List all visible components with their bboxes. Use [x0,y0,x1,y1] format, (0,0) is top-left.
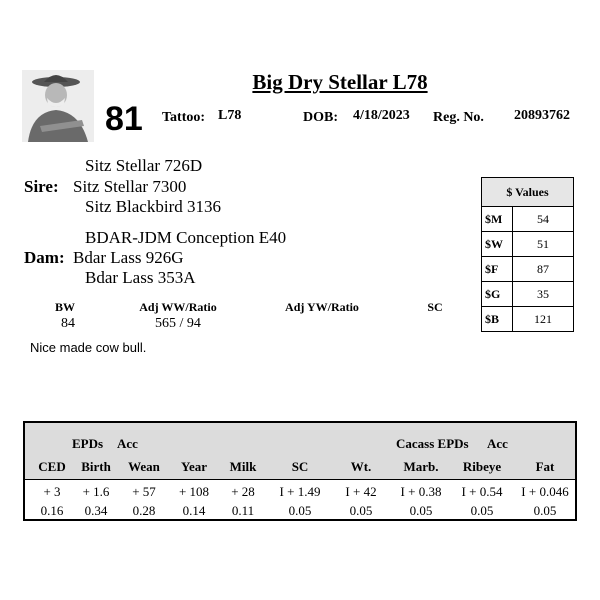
dob-label: DOB: [303,110,338,125]
epd-accuracy: 0.16 [40,503,64,518]
dollar-value-label: $F [482,257,513,282]
sc-header: SC [427,300,443,314]
dollar-values-row [482,232,574,257]
dam-dam-name: Bdar Lass 353A [85,268,196,287]
dollar-value-label: $W [482,232,513,257]
bw-header: BW [54,300,75,314]
dollar-value-label: $M [482,207,513,232]
reg-value: 20893762 [514,108,570,123]
dam-label: Dam: [24,248,65,267]
dollar-value-label: $B [482,307,513,332]
epd-column-header: Ribeye [462,459,502,474]
tattoo-label: Tattoo: [162,110,206,125]
epd-accuracy: 0.11 [231,503,255,518]
reg-label: Reg. No. [433,110,484,125]
epd-value: I + 42 [345,484,377,499]
epd-value: + 28 [231,484,255,499]
bw-value: 84 [61,316,75,331]
epd-accuracy: 0.28 [132,503,156,518]
epd-accuracy: 0.05 [409,503,433,518]
epd-column-header: Fat [535,459,555,474]
dollar-values-row [482,282,574,307]
epd-column-header: Wean [128,459,160,474]
epd-accuracy: 0.34 [84,503,108,518]
dollar-values-title: $ Values [482,178,574,207]
sire-label: Sire: [24,177,59,196]
tattoo-value: L78 [218,108,242,123]
epd-column-header: Wt. [350,459,372,474]
sire-dam-name: Sitz Blackbird 3136 [85,197,221,216]
epd-column-header: CED [38,459,66,474]
epd-column-header: SC [291,459,309,474]
dollar-value: 87 [513,257,574,282]
cowboy-portrait-icon [22,70,94,142]
epd-column-header: Milk [229,459,257,474]
dollar-value: 35 [513,282,574,307]
adj-yw-header: Adj YW/Ratio [285,300,359,314]
dob-value: 4/18/2023 [353,108,410,123]
epd-accuracy: 0.05 [470,503,494,518]
carcass-epds-group-label: Cacass EPDs [396,436,469,451]
dollar-value-label: $G [482,282,513,307]
lot-number: 81 [105,100,143,138]
epd-divider [25,479,575,480]
epd-column-header: Year [181,459,207,474]
dam-name: Bdar Lass 926G [73,248,184,267]
epd-accuracy: 0.05 [288,503,312,518]
epd-accuracy: 0.05 [533,503,557,518]
epd-value: + 3 [43,484,61,499]
dollar-values-row [482,257,574,282]
bull-photo [22,70,94,142]
dollar-values-row [482,307,574,332]
epds-group-label: EPDs [72,436,104,451]
sire-sire-name: Sitz Stellar 726D [85,156,203,175]
epd-column-header: Marb. [403,459,439,474]
dollar-values-table [481,177,574,332]
epd-value: + 57 [132,484,156,499]
dollar-value: 54 [513,207,574,232]
carcass-acc-label: Acc [487,436,508,451]
epd-value: I + 0.046 [521,484,569,499]
epd-accuracy: 0.14 [182,503,206,518]
epds-acc-label: Acc [117,436,138,451]
dollar-values-row [482,207,574,232]
adj-ww-value: 565 / 94 [155,316,201,331]
epd-accuracy: 0.05 [349,503,373,518]
adj-ww-header: Adj WW/Ratio [139,300,217,314]
epd-value: + 1.6 [82,484,110,499]
dam-sire-name: BDAR-JDM Conception E40 [85,228,287,247]
comment-text: Nice made cow bull. [30,340,147,355]
epd-value: I + 0.38 [400,484,442,499]
epd-value: I + 0.54 [461,484,503,499]
epd-value: I + 1.49 [279,484,321,499]
dollar-value: 51 [513,232,574,257]
animal-name-title: Big Dry Stellar L78 [252,70,428,94]
dollar-value: 121 [513,307,574,332]
epd-value: + 108 [178,484,210,499]
epd-column-header: Birth [81,459,111,474]
sire-name: Sitz Stellar 7300 [73,177,187,196]
